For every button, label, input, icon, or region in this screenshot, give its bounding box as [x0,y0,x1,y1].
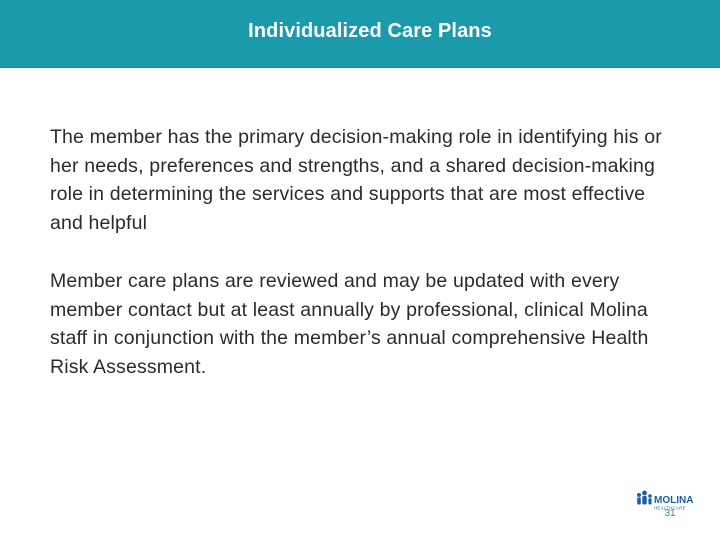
slide-number: 31 [664,508,676,519]
body-paragraph-2: Member care plans are reviewed and may be updated with every member contact but at least annually by professional, clinical Molina staff in conjunction with the member’s annual comprehensive Health Risk Assessment. [50,270,649,378]
logo-wordmark: MOLINA [654,495,694,506]
body-paragraph-1: The member has the primary decision-making role in identifying his or her needs, preferences and strengths, and a shared decision-making role in determining the services and supports that are most effective and helpful [50,126,662,234]
slide-title: Individualized Care Plans [248,20,492,42]
molina-family-icon [637,491,652,505]
title-bar [0,0,720,68]
logo-subtext: HEALTHCARE [654,505,686,511]
